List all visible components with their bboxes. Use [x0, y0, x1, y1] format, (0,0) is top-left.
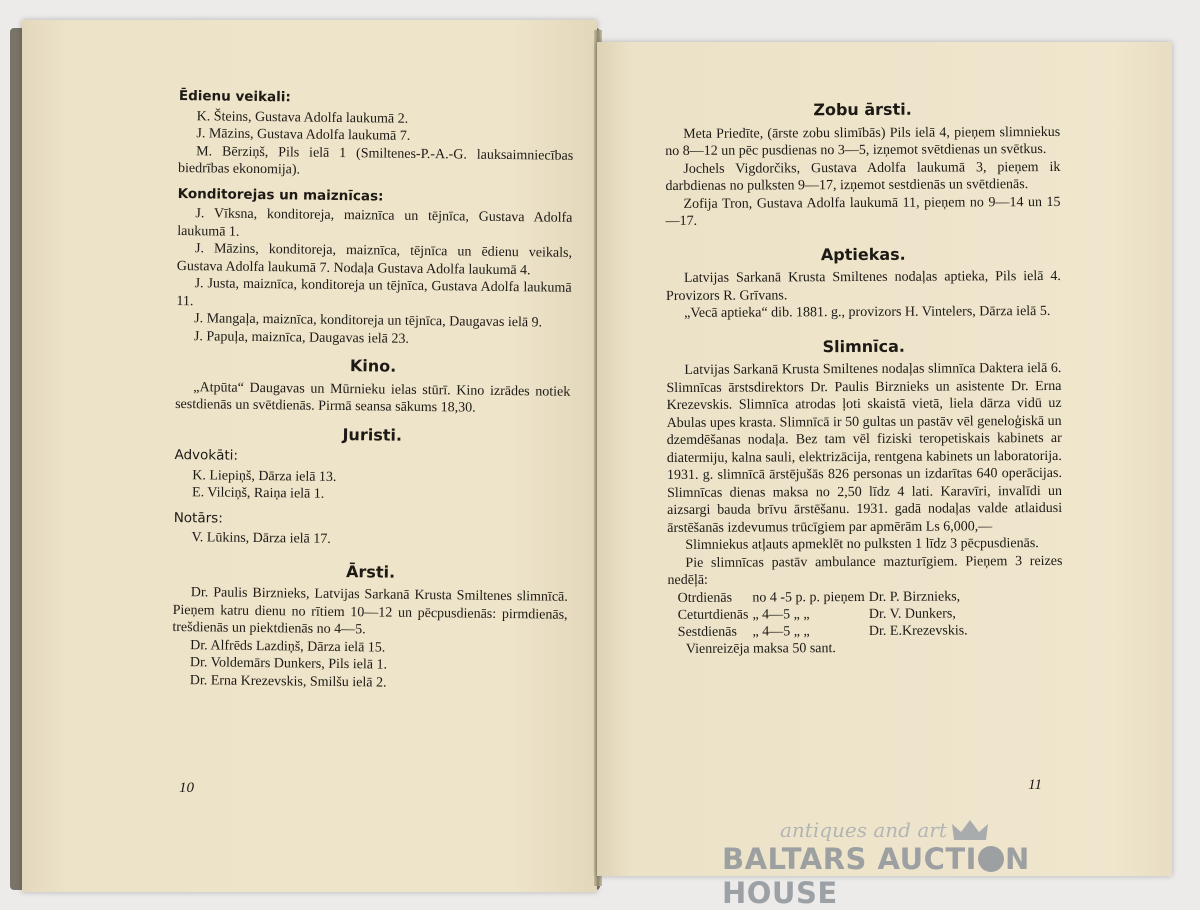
- kino-text: „Atpūta“ Daugavas un Mūrnieku ielas stūrī. Kino izrādes notiek sestdienās un svētdienās. Pirmā seansa sākums 18,30.: [175, 379, 571, 416]
- list-item: Dr. Voldemārs Dunkers, Pils ielā 1.: [189, 655, 388, 673]
- list-item: J. Mangaļa, maiznīca, konditoreja un tējnīca, Daugavas ielā 9.: [194, 311, 543, 331]
- schedule-doctor: Dr. V. Dunkers,: [868, 605, 956, 622]
- page-number: 10: [179, 780, 194, 796]
- heading-kino: Kino.: [349, 356, 397, 376]
- schedule-doctor: Dr. E.Krezevskis.: [868, 622, 968, 639]
- label-advokati: Advokāti:: [174, 446, 239, 464]
- slimnica-footer: Vienreizēja maksa 50 sant.: [685, 640, 836, 657]
- list-item: Dr. Alfrēds Lazdiņš, Dārza ielā 15.: [190, 637, 386, 656]
- crown-icon: [950, 818, 990, 844]
- schedule-doctor: Dr. P. Birznieks,: [868, 588, 961, 605]
- list-item: Latvijas Sarkanā Krusta Smiltenes nodaļas aptieka, Pils ielā 4. Provizors R. Grīvans.: [665, 268, 1061, 304]
- list-item: Meta Priedīte, (ārste zobu slimībās) Pils ielā 4, pieņem slimniekus no 8—12 un pēc pusdienas no 3—5, izņemot svētdienas un svētkus.: [665, 124, 1061, 159]
- right-page: [597, 42, 1172, 876]
- schedule-day: Otrdienās: [677, 590, 733, 606]
- schedule-day: Ceturtdienās: [677, 607, 749, 623]
- list-item: Dr. Paulis Birznieks, Latvijas Sarkanā Krusta Smiltenes slimnīcā. Pieņem katru dienu no rītiem 10—12 un pēcpusdienās: pirmdienās, trešdienās un piektdienās no 4—5.: [172, 585, 568, 638]
- list-item: V. Lūkins, Dārza ielā 17.: [191, 530, 331, 547]
- list-item: Dr. Erna Krezevskis, Smilšu ielā 2.: [189, 672, 387, 691]
- left-page-content: [172, 88, 574, 694]
- list-item: Zofija Tron, Gustava Adolfa laukumā 11, pieņem no 9—14 un 15—17.: [665, 194, 1061, 229]
- table-row: [678, 588, 972, 607]
- slimnica-paragraph: Latvijas Sarkanā Krusta Smiltenes nodaļas slimnīca Daktera ielā 6. Slimnīcas ārstsdirektors Dr. Paulis Birznieks un asistente Dr. Erna Krezevskis. Slimnīca atrodas ļoti skaistā vietā, liela dārza vidū uz Abulas upes krasta. Slimnīcā ir 50 gultas un pastāv vēl geneloģiskā un dzemdēšanas nodaļa. Bez tam vēl fiziski teropetiskais kabinets ar diatermiju, kalna sauli, elektrizācija, rentgena kabinets un laboratorija. 1931. g. slimnīcā ārstējušās 826 personas un izdarītas 640 operācijas. Slimnīcas dienas maksa no 2,50 līdz 4 lati. Karavīri, invalīdi un aizsargi bauda brīvu ārstēšanu. 1931. gadā nodaļas valde atlaidusi ārstēšanās izdevumus trūcīgiem par apmērām Ls 6,000,—: [666, 360, 1063, 536]
- ambulance-schedule: [678, 588, 972, 641]
- list-item: Jochels Vigdorčiks, Gustava Adolfa laukumā 3, pieņem ik darbdienas no pulksten 9—17, izņemot sestdienās un svētdienās.: [665, 159, 1061, 194]
- watermark-brand-start: BALTARS AUCTI: [722, 842, 977, 876]
- heading-aptiekas: Aptiekas.: [820, 244, 906, 264]
- list-item: K. Liepiņš, Dārza ielā 13.: [192, 467, 337, 485]
- schedule-hours: no 4 -5 p. p. pieņem: [752, 589, 865, 606]
- list-item: K. Šteins, Gustava Adolfa laukumā 2.: [196, 108, 409, 127]
- table-row: [678, 622, 972, 641]
- label-notars: Notārs:: [173, 509, 223, 527]
- slimnica-paragraph: Pie slimnīcas pastāv ambulance mazturīgiem. Pieņem 3 reizes nedēļā:: [667, 553, 1063, 588]
- table-row: [678, 605, 972, 624]
- heading-arsti: Ārsti.: [345, 561, 396, 582]
- subheading-konditorejas: Konditorejas un maiznīcas:: [177, 185, 384, 205]
- list-item: „Vecā aptieka“ dib. 1881. g., provizors H. Vintelers, Dārza ielā 5.: [684, 303, 1051, 321]
- schedule-hours: „ 4—5 „ „: [752, 606, 810, 623]
- list-item: J. Māzins, Gustava Adolfa laukumā 7.: [196, 126, 411, 144]
- list-item: E. Vilciņš, Raiņa ielā 1.: [191, 485, 325, 502]
- watermark-o-icon: [978, 846, 1004, 872]
- heading-slimnica: Slimnīca.: [822, 336, 906, 356]
- right-page-content: [665, 100, 1063, 658]
- list-item: J. Vīksna, konditoreja, maiznīca un tējnīca, Gustava Adolfa laukumā 1.: [177, 206, 573, 240]
- schedule-day: Sestdienās: [677, 624, 737, 640]
- page-number: 11: [1028, 777, 1042, 793]
- watermark-tagline: antiques and art: [780, 818, 947, 842]
- schedule-hours: „ 4—5 „ „: [752, 623, 810, 640]
- left-page: [22, 20, 597, 892]
- list-item: J. Justa, maiznīca, konditoreja un tējnīca, Gustava Adolfa laukumā 11.: [176, 276, 572, 309]
- subheading-edienu-veikali: Ēdienu veikali:: [178, 88, 291, 106]
- watermark-brand-end: N HOUSE: [722, 842, 1030, 910]
- watermark: [722, 818, 1122, 910]
- heading-juristi: Juristi.: [342, 424, 403, 445]
- heading-zobu-arsti: Zobu ārsti.: [813, 99, 912, 120]
- list-item: M. Bērziņš, Pils ielā 1 (Smiltenes-P.-A.-G. lauksaimniecības biedrības ekonomija).: [177, 143, 574, 178]
- slimnica-paragraph: Slimniekus atļauts apmeklēt no pulksten 1 līdz 3 pēcpusdienās.: [685, 536, 1039, 553]
- list-item: J. Māzins, konditoreja, maiznīca, tējnīca un ēdienu veikals, Gustava Adolfa laukumā 7. Nodaļa Gustava Adolfa laukumā 4.: [176, 241, 573, 278]
- list-item: J. Papuļa, maiznīca, Daugavas ielā 23.: [193, 328, 410, 347]
- watermark-brand: [722, 842, 1122, 910]
